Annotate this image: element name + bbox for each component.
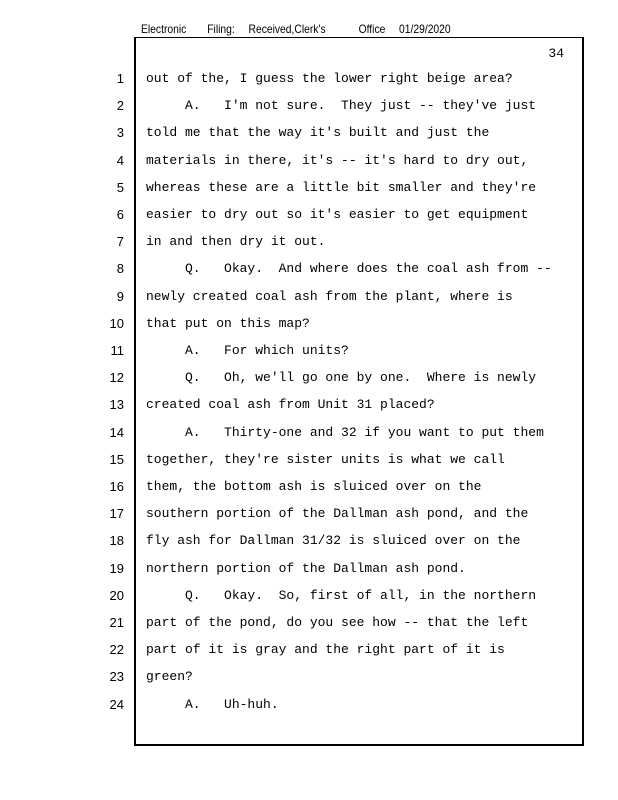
transcript-line-text: A. Uh-huh. xyxy=(146,697,279,712)
transcript-line-text: together, they're sister units is what we call xyxy=(146,452,505,467)
line-number: 5 xyxy=(116,180,124,195)
transcript-line-text: part of the pond, do you see how -- that the left xyxy=(146,615,529,630)
transcript-page-frame xyxy=(134,37,584,746)
transcript-line-text: green? xyxy=(146,669,193,684)
transcript-line-text: in and then dry it out. xyxy=(146,234,326,249)
filing-stamp-date: 01/29/2020 xyxy=(399,22,451,36)
line-number: 18 xyxy=(109,533,124,548)
page-number: 34 xyxy=(548,46,564,61)
transcript-line-text: materials in there, it's -- it's hard to dry out, xyxy=(146,153,529,168)
line-number: 17 xyxy=(109,506,124,521)
line-number: 1 xyxy=(116,71,124,86)
transcript-line-text: easier to dry out so it's easier to get equipment xyxy=(146,207,529,222)
line-number: 19 xyxy=(109,561,124,576)
transcript-line-text: Q. Oh, we'll go one by one. Where is newly xyxy=(146,370,537,385)
transcript-line-text: created coal ash from Unit 31 placed? xyxy=(146,397,435,412)
transcript-line-text: Q. Okay. And where does the coal ash from -- xyxy=(146,261,552,276)
transcript-line-text: A. For which units? xyxy=(146,343,349,358)
line-number: 9 xyxy=(116,289,124,304)
line-number: 8 xyxy=(116,261,124,276)
line-number: 15 xyxy=(109,452,124,467)
filing-stamp-filing: Filing: xyxy=(207,22,235,36)
line-number: 21 xyxy=(109,615,124,630)
transcript-line-text: A. Thirty-one and 32 if you want to put them xyxy=(146,425,544,440)
filing-stamp-received: Received,Clerk's xyxy=(248,22,326,36)
line-number: 16 xyxy=(109,479,124,494)
line-number: 22 xyxy=(109,642,124,657)
line-number: 2 xyxy=(116,98,124,113)
line-number: 12 xyxy=(109,370,124,385)
transcript-line-text: Q. Okay. So, first of all, in the northern xyxy=(146,588,537,603)
transcript-line-text: northern portion of the Dallman ash pond. xyxy=(146,561,466,576)
line-number: 3 xyxy=(116,125,124,140)
transcript-line-text: whereas these are a little bit smaller and they're xyxy=(146,180,537,195)
transcript-line-text: them, the bottom ash is sluiced over on the xyxy=(146,479,482,494)
transcript-line-text: newly created coal ash from the plant, where is xyxy=(146,289,513,304)
transcript-line-text: A. I'm not sure. They just -- they've just xyxy=(146,98,537,113)
transcript-line-text: southern portion of the Dallman ash pond, and the xyxy=(146,506,529,521)
line-number: 4 xyxy=(116,153,124,168)
filing-stamp-office: Office xyxy=(358,22,386,36)
line-number: 11 xyxy=(110,343,124,358)
line-number: 14 xyxy=(109,425,124,440)
transcript-line-text: fly ash for Dallman 31/32 is sluiced over on the xyxy=(146,533,521,548)
line-number: 20 xyxy=(109,588,124,603)
line-number: 24 xyxy=(109,697,124,712)
transcript-line-text: told me that the way it's built and just the xyxy=(146,125,490,140)
line-number: 13 xyxy=(109,397,124,412)
transcript-line-text: that put on this map? xyxy=(146,316,310,331)
line-number: 7 xyxy=(116,234,124,249)
filing-stamp-electronic: Electronic xyxy=(141,22,187,36)
line-number: 6 xyxy=(116,207,124,222)
line-number: 10 xyxy=(109,316,124,331)
transcript-line-text: out of the, I guess the lower right beige area? xyxy=(146,71,513,86)
line-number: 23 xyxy=(109,669,124,684)
transcript-line-text: part of it is gray and the right part of it is xyxy=(146,642,505,657)
